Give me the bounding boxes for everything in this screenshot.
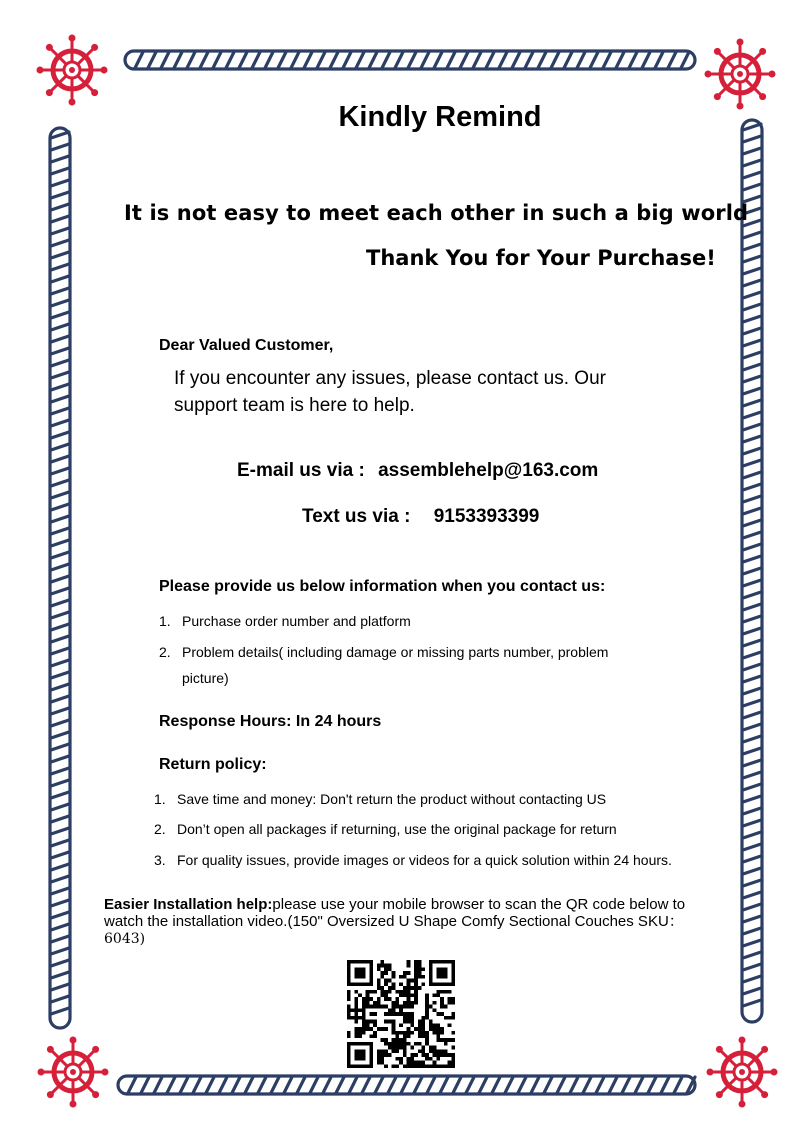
help-text: please use your mobile browser to scan the QR code below to watch the installation video.(150" Oversized U Shape Comfy Sectional Couches SKU： <box>104 896 686 930</box>
installation-help <box>104 896 704 948</box>
left-rope <box>50 128 70 1028</box>
list-item: 2. Problem details( including damage or missing parts number, problem picture) <box>159 644 609 686</box>
list-item: 3. For quality issues, provide images or videos for a quick solution within 24 hours. <box>154 852 672 868</box>
qr-code-icon[interactable] <box>342 960 460 1068</box>
sku-number: 6043) <box>104 931 146 947</box>
ship-wheel-icon <box>37 35 108 106</box>
right-rope <box>742 120 762 1022</box>
top-rope <box>125 51 695 69</box>
return-policy-heading: Return policy: <box>159 756 267 773</box>
info-heading: Please provide us below information when you contact us: <box>159 578 606 595</box>
email-line <box>237 460 598 482</box>
text-line <box>302 506 539 528</box>
slogan-line-1: It is not easy to meet each other in such a big world <box>124 201 749 225</box>
greeting: Dear Valued Customer, <box>159 337 334 354</box>
page-title: Kindly Remind <box>338 101 542 133</box>
help-label: Easier Installation help: <box>104 896 273 913</box>
phone-number[interactable]: 9153393399 <box>433 506 540 527</box>
ship-wheel-icon <box>705 39 776 110</box>
text-label: Text us via : <box>302 506 411 527</box>
email-address[interactable]: assemblehelp@163.com <box>378 460 599 481</box>
intro-text: If you encounter any issues, please contact us. Our support team is here to help. <box>174 368 606 416</box>
bottom-rope <box>118 1076 695 1094</box>
list-item: 1. Save time and money: Don't return the product without contacting US <box>154 791 607 807</box>
ship-wheel-icon <box>38 1037 109 1108</box>
list-item: 1. Purchase order number and platform <box>159 613 411 629</box>
list-item: 2. Don’t open all packages if returning, use the original package for return <box>154 821 617 837</box>
ship-wheel-icon <box>707 1037 778 1108</box>
slogan-line-2: Thank You for Your Purchase! <box>366 246 716 270</box>
response-hours: Response Hours: In 24 hours <box>159 713 382 730</box>
email-label: E-mail us via : <box>237 460 365 481</box>
